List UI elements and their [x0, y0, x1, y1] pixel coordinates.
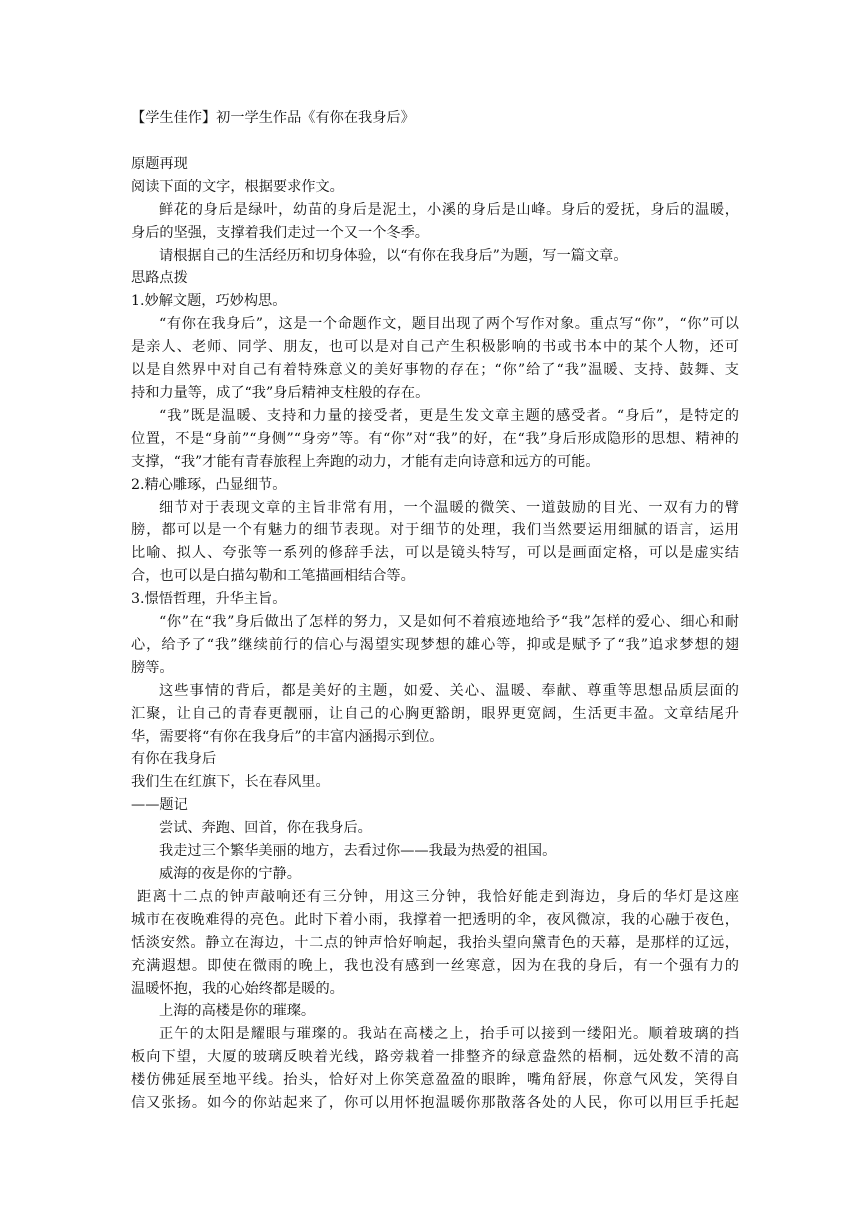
text-line: 华，需要将“有你在我身后”的丰富内涵揭示到位。: [131, 728, 444, 745]
tip1-paragraph-1: [131, 313, 739, 405]
text-line: 持和力量等，成了“我”身后精神支柱般的存在。: [131, 384, 430, 401]
text-line: 比喻、拟人、夸张等一系列的修辞手法，可以是镜头特写，可以是画面定格，可以是虚实结: [131, 545, 739, 562]
text-line: 温暖怀抱，我的心始终都是暖的。: [131, 980, 344, 997]
document-page: [131, 107, 739, 1115]
article-title: 【学生佳作】初一学生作品《有你在我身后》: [131, 110, 415, 126]
epigraph: 我们生在红旗下，长在春风里。: [131, 774, 330, 791]
text-line: 这些事情的背后，都是美好的主题，如爱、关心、温暖、奉献、尊重等思想品质层面的: [159, 682, 739, 699]
essay-paragraph-1: 尝试、奔跑、回首，你在我身后。: [159, 820, 372, 837]
essay-paragraph-2: 我走过三个繁华美丽的地方，去看过你——我最为热爱的祖国。: [159, 843, 557, 860]
text-line: 城市在夜晚难得的亮色。此时下着小雨，我撑着一把透明的伞，夜风微凉，我的心融于夜色，: [131, 911, 739, 928]
text-line: 心，给予了“我”继续前行的信心与渴望实现梦想的雄心等，抑或是赋予了“我”追求梦想的翅: [131, 636, 739, 653]
essay-title: 有你在我身后: [131, 751, 217, 768]
text-line: 位置，不是“身前”“身侧”“身旁”等。有“你”对“我”的好，在“我”身后形成隐形的思想、精神的: [131, 430, 739, 447]
tip3-paragraph-2: [131, 680, 739, 749]
epigraph-source: ——题记: [131, 797, 188, 814]
text-line: 信又张扬。如今的你站起来了，你可以用怀抱温暖你那散落各处的人民，你可以用巨手托起: [131, 1095, 739, 1112]
text-line: “你”在“我”身后做出了怎样的努力，又是如何不着痕迹地给予“我”怎样的爱心、细心和耐: [159, 614, 739, 631]
text-line: 是亲人、老师、同学、朋友，也可以是对自己产生积极影响的书或书本中的某个人物，还可: [131, 339, 739, 356]
text-line: “我”既是温暖、支持和力量的接受者，更是生发文章主题的感受者。“身后”，是特定的: [159, 407, 739, 424]
tip2-paragraph: [131, 497, 739, 589]
text-line: 支撑，“我”才能有青春旅程上奔跑的动力，才能有走向诗意和远方的可能。: [131, 453, 600, 470]
text-line: 细节对于表现文章的主旨非常有用，一个温暖的微笑、一道鼓励的目光、一双有力的臂: [159, 499, 739, 516]
text-line: 板向下望，大厦的玻璃反映着光线，路旁栽着一排整齐的绿意盎然的梧桐，远处数不清的高: [131, 1049, 739, 1066]
essay-paragraph-6: [131, 1023, 739, 1115]
text-line: 身后的坚强，支撑着我们走过一个又一个冬季。: [131, 224, 429, 241]
essay-paragraph-5: 上海的高楼是你的璀璨。: [159, 1003, 316, 1020]
text-line: 恬淡安然。静立在海边，十二点的钟声恰好响起，我抬头望向黛青色的天幕，是那样的辽远，: [131, 934, 739, 951]
text-line: “有你在我身后”，这是一个命题作文，题目出现了两个写作对象。重点写“你”，“你”可以: [159, 316, 739, 333]
prompt-request: 请根据自己的生活经历和切身体验，以“有你在我身后”为题，写一篇文章。: [159, 247, 628, 264]
tip1-paragraph-2: [131, 405, 739, 474]
text-line: 合，也可以是白描勾勒和工笔描画相结合等。: [131, 568, 415, 585]
text-line: 鲜花的身后是绿叶，幼苗的身后是泥土，小溪的身后是山峰。身后的爱抚，身后的温暖，: [159, 201, 739, 218]
text-line: 正午的太阳是耀眼与璀璨的。我站在高楼之上，抬手可以接到一缕阳光。顺着玻璃的挡: [159, 1026, 739, 1043]
instruction-text: 阅读下面的文字，根据要求作文。: [131, 178, 344, 195]
text-line: 楼仿佛延展至地平线。抬头，恰好对上你笑意盈盈的眼眸，嘴角舒展，你意气风发，笑得自: [131, 1072, 739, 1089]
text-line: 汇聚，让自己的青春更靓丽，让自己的心胸更豁朗，眼界更宽阔，生活更丰盈。文章结尾升: [131, 705, 739, 722]
tip3-paragraph-1: [131, 611, 739, 680]
tip2-heading: 2.精心雕琢，凸显细节。: [131, 476, 287, 493]
text-line: 以是自然界中对自己有着特殊意义的美好事物的存在；“你”给了“我”温暖、支持、鼓舞、支: [131, 362, 739, 379]
section-heading-original: 原题再现: [131, 155, 188, 172]
tip1-heading: 1.妙解文题，巧妙构思。: [131, 293, 287, 310]
section-heading-tips: 思路点拨: [131, 270, 188, 287]
text-line: 膀，都可以是一个有魅力的细节表现。对于细节的处理，我们当然要运用细腻的语言，运用: [131, 522, 739, 539]
essay-paragraph-4: [131, 886, 739, 1001]
text-line: 膀等。: [131, 659, 174, 676]
text-line: 距离十二点的钟声敲响还有三分钟，用这三分钟，我恰好能走到海边，身后的华灯是这座: [137, 888, 739, 905]
prompt-paragraph: [131, 199, 739, 245]
text-line: 充满遐想。即使在微雨的晚上，我也没有感到一丝寒意，因为在我的身后，有一个强有力的: [131, 957, 739, 974]
essay-paragraph-3: 威海的夜是你的宁静。: [159, 866, 301, 882]
tip3-heading: 3.憬悟哲理，升华主旨。: [131, 591, 287, 608]
